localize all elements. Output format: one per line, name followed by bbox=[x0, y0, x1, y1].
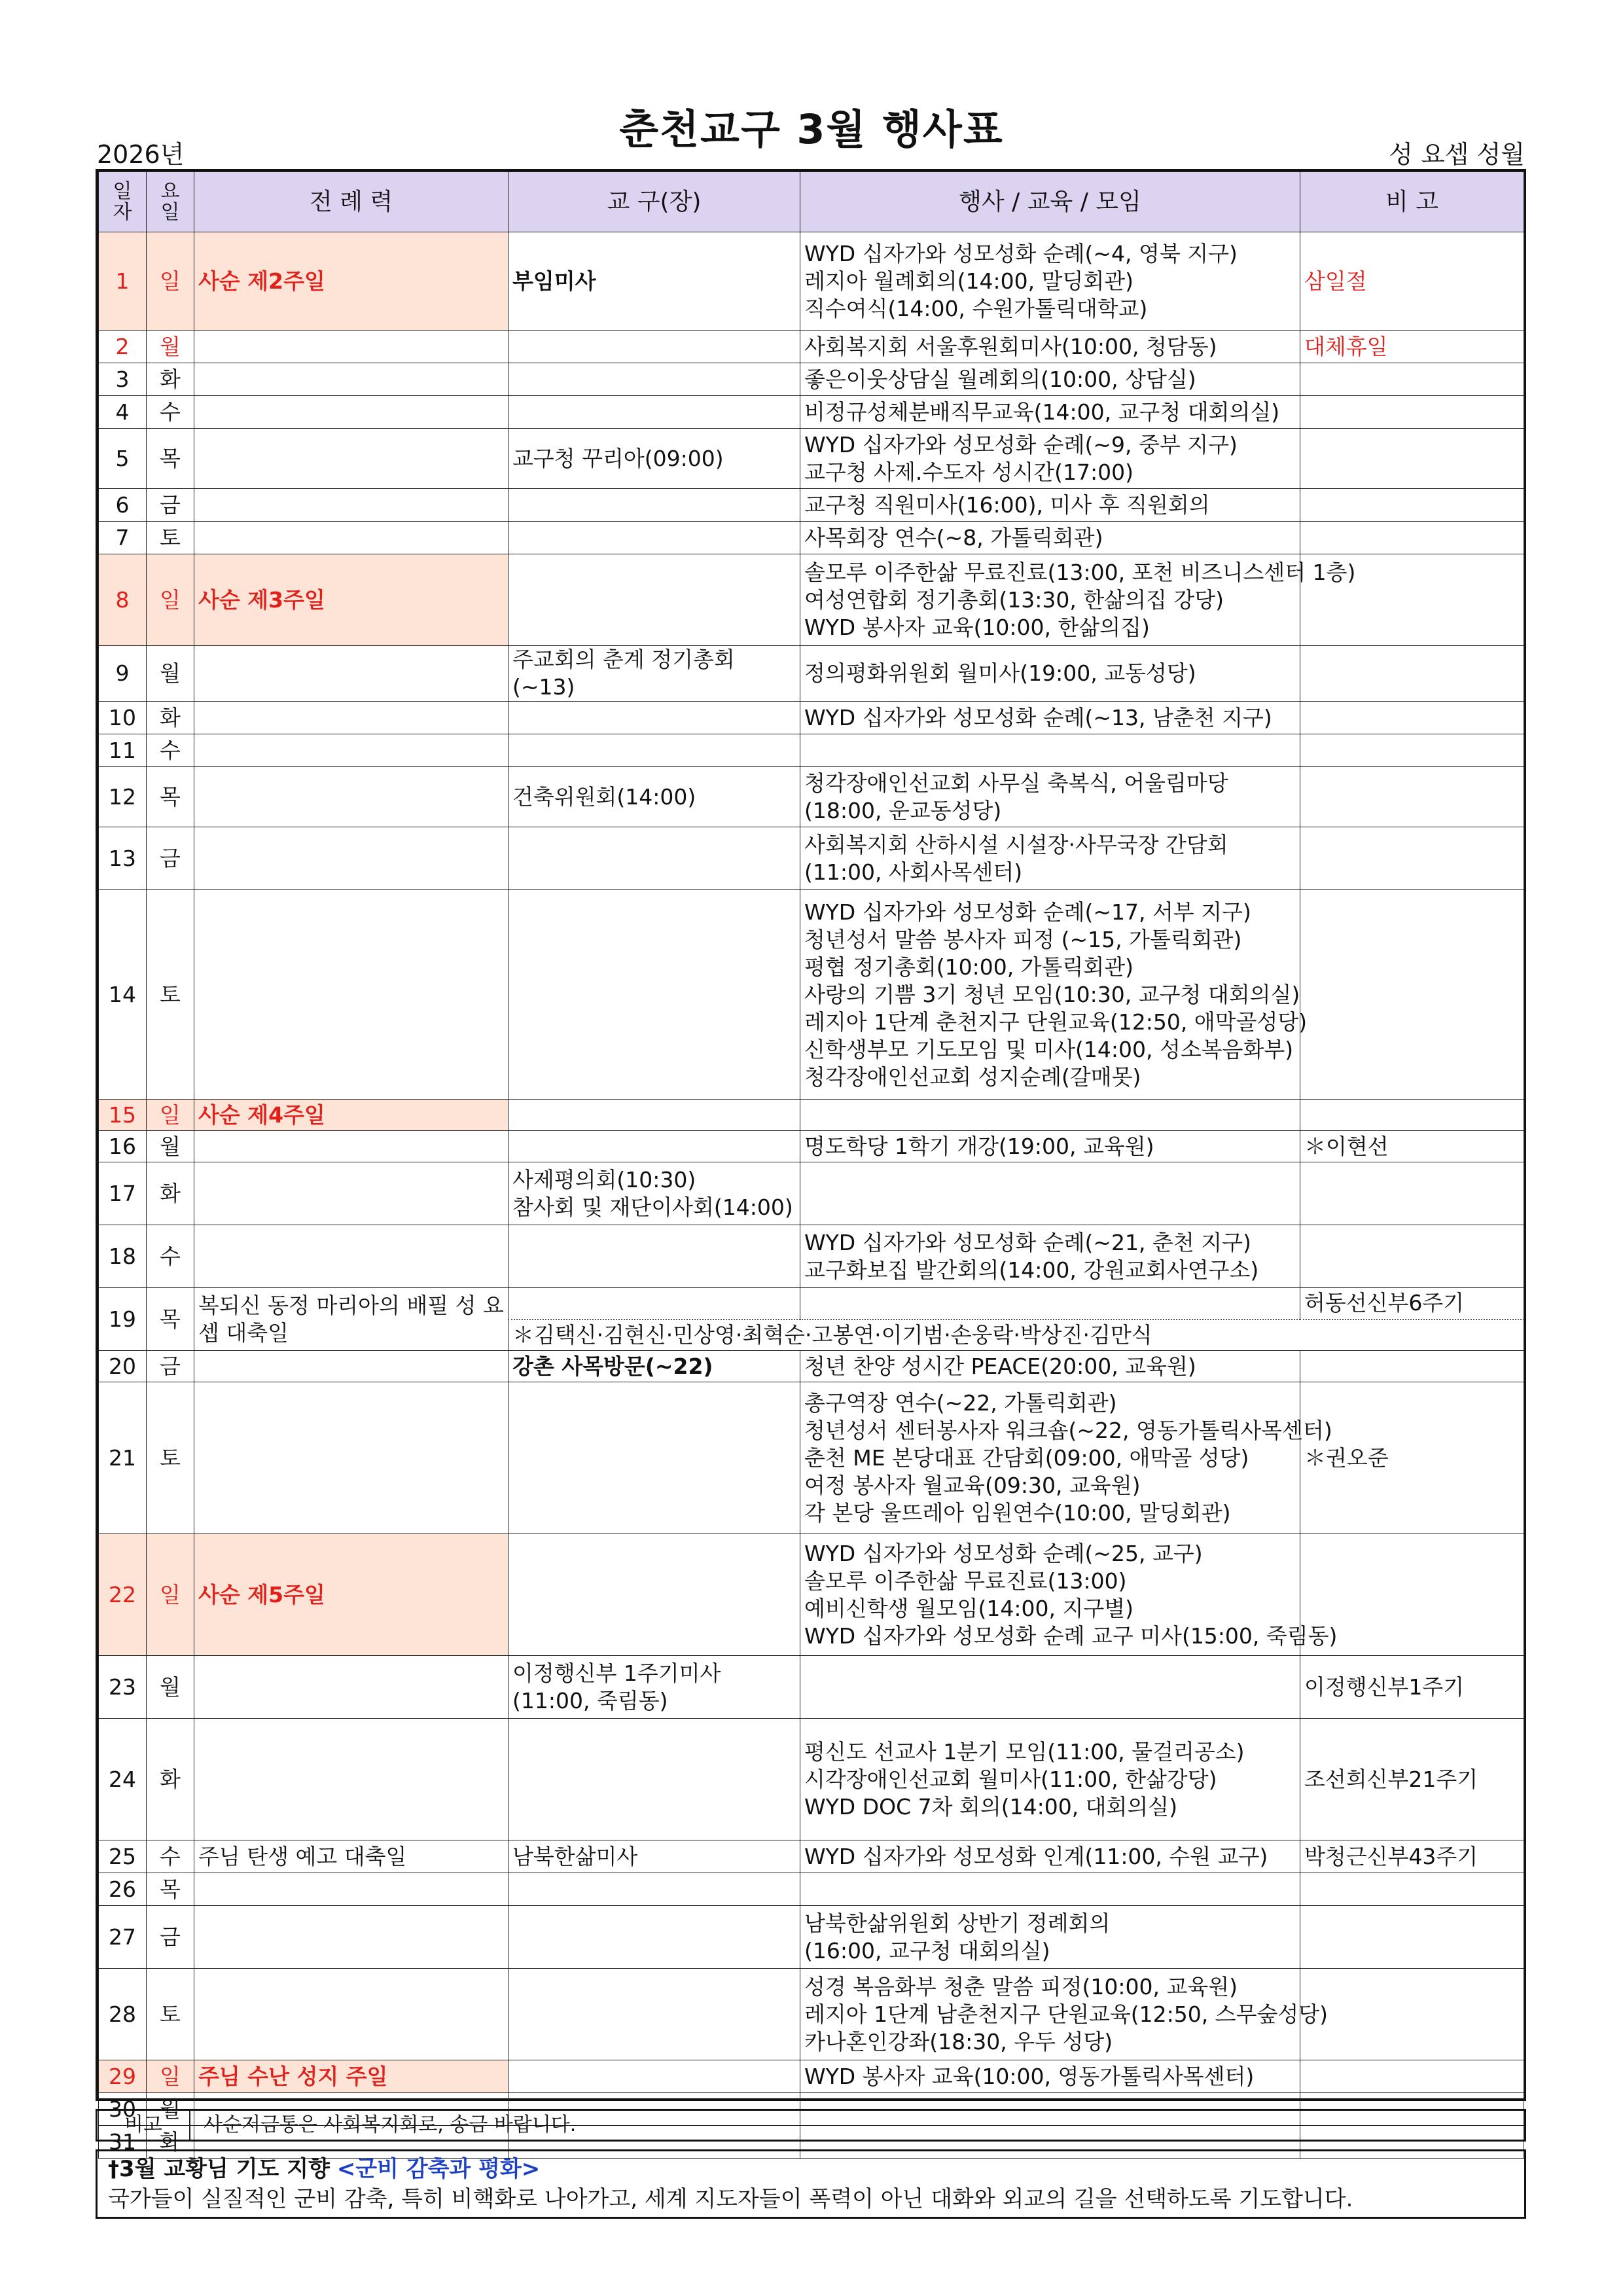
cell-line: WYD 십자가와 성모성화 인계(11:00, 수원 교구) bbox=[804, 1843, 1268, 1869]
diocese-cell bbox=[508, 1719, 800, 1840]
weekday-cell: 일 bbox=[147, 1100, 194, 1131]
notes-cell bbox=[1300, 646, 1524, 702]
col-header-notes: 비 고 bbox=[1300, 172, 1524, 232]
cell-line: 사랑의 기쁨 3기 청년 모임(10:30, 교구청 대회의실) bbox=[804, 981, 1300, 1007]
diocese-cell: 건축위원회(14:00) bbox=[508, 767, 800, 827]
day-cell: 4 bbox=[99, 396, 147, 429]
table-row bbox=[99, 1656, 1524, 1719]
events-cell bbox=[800, 1719, 1300, 1840]
liturgy-cell bbox=[194, 1162, 508, 1225]
day-cell: 19 bbox=[99, 1288, 147, 1351]
day-cell: 12 bbox=[99, 767, 147, 827]
events-cell bbox=[800, 1534, 1338, 1656]
day-cell: 13 bbox=[99, 827, 147, 890]
weekday-cell: 목 bbox=[147, 429, 194, 489]
weekday-cell: 수 bbox=[147, 1225, 194, 1288]
weekday-cell: 월 bbox=[147, 331, 194, 363]
weekday-cell: 토 bbox=[147, 522, 194, 554]
diocese-cell: 남북한삶미사 bbox=[508, 1840, 800, 1873]
year-label: 2026년 bbox=[97, 140, 185, 169]
day-cell: 24 bbox=[99, 1719, 147, 1840]
liturgy-cell bbox=[194, 429, 508, 489]
cell-line: (16:00, 교구청 대회의실) bbox=[804, 1937, 1050, 1964]
events-cell bbox=[800, 1969, 1328, 2060]
weekday-cell: 목 bbox=[147, 1873, 194, 1906]
day-cell: 29 bbox=[99, 2060, 147, 2093]
cell-line: 각 본당 울뜨레아 임원연수(10:00, 말딩회관) bbox=[804, 1499, 1231, 1526]
weekday-cell: 목 bbox=[147, 767, 194, 827]
table-row bbox=[99, 396, 1524, 429]
weekday-cell: 금 bbox=[147, 1351, 194, 1382]
liturgy-cell bbox=[194, 1906, 508, 1969]
diocese-cell bbox=[508, 1288, 800, 1319]
day-cell: 2 bbox=[99, 331, 147, 363]
liturgy-cell bbox=[194, 489, 508, 522]
events-cell bbox=[800, 1840, 1300, 1873]
weekday-cell: 월 bbox=[147, 1656, 194, 1719]
notes-cell bbox=[1300, 522, 1524, 554]
cell-line: WYD DOC 7차 회의(14:00, 대회의실) bbox=[804, 1793, 1178, 1820]
notes-cell: 허동선신부6주기 bbox=[1300, 1288, 1524, 1319]
liturgy-cell bbox=[194, 1225, 508, 1288]
diocese-cell bbox=[508, 554, 800, 646]
notes-cell bbox=[1300, 1351, 1524, 1382]
events-cell bbox=[800, 489, 1300, 522]
cell-line: 레지아 1단계 춘천지구 단원교육(12:50, 애막골성당) bbox=[804, 1009, 1308, 1035]
cell-line: 사제평의회(10:30) bbox=[512, 1166, 696, 1193]
liturgy-cell bbox=[194, 890, 508, 1100]
notes-cell bbox=[1300, 1100, 1524, 1131]
cell-line: WYD 십자가와 성모성화 순례(~21, 춘천 지구) bbox=[804, 1229, 1251, 1255]
events-cell bbox=[800, 232, 1300, 331]
table-row bbox=[99, 1131, 1524, 1162]
liturgy-cell: 사순 제5주일 bbox=[194, 1534, 508, 1656]
table-row bbox=[99, 429, 1524, 489]
liturgy-cell: 사순 제4주일 bbox=[194, 1100, 508, 1131]
day-cell: 18 bbox=[99, 1225, 147, 1288]
cell-line: 명도학당 1학기 개강(19:00, 교육원) bbox=[804, 1133, 1154, 1159]
notes-cell bbox=[1300, 396, 1524, 429]
cell-line: 솔모루 이주한삶 무료진료(13:00) bbox=[804, 1568, 1127, 1594]
table-row bbox=[99, 1719, 1524, 1840]
col-header-events: 행사 / 교육 / 모임 bbox=[800, 172, 1300, 232]
diocese-cell bbox=[508, 1534, 800, 1656]
events-cell bbox=[800, 1225, 1300, 1288]
diocese-cell bbox=[508, 1873, 800, 1906]
liturgy-cell bbox=[194, 734, 508, 767]
day-cell: 26 bbox=[99, 1873, 147, 1906]
prayer-text: 국가들이 실질적인 군비 감축, 특히 비핵화로 나아가고, 세계 지도자들이 폭력이 아닌 대화와 외교의 길을 선택하도록 기도합니다. bbox=[108, 2186, 1353, 2212]
cell-line: 레지아 1단계 남춘천지구 단원교육(12:50, 스무숲성당) bbox=[804, 2001, 1328, 2027]
cell-line: 교구화보집 발간회의(14:00, 강원교회사연구소) bbox=[804, 1257, 1259, 1283]
diocese-cell bbox=[508, 1225, 800, 1288]
footer-note-label: 비고 bbox=[98, 2111, 190, 2140]
day-cell: 17 bbox=[99, 1162, 147, 1225]
col-header-diocese: 교 구(장) bbox=[508, 172, 800, 232]
weekday-cell: 화 bbox=[147, 1162, 194, 1225]
events-cell bbox=[800, 1131, 1300, 1162]
notes-cell: 조선희신부21주기 bbox=[1300, 1719, 1524, 1840]
notes-cell: 이정행신부1주기 bbox=[1300, 1656, 1524, 1719]
events-cell bbox=[800, 1906, 1300, 1969]
day-cell: 23 bbox=[99, 1656, 147, 1719]
cell-line: 정의평화위원회 월미사(19:00, 교동성당) bbox=[804, 660, 1196, 686]
cell-line: 청년성서 센터봉사자 워크숍(~22, 영동가톨릭사목센터) bbox=[804, 1417, 1332, 1443]
events-cell bbox=[800, 554, 1356, 646]
cell-line: 레지아 월례회의(14:00, 말딩회관) bbox=[804, 268, 1133, 294]
notes-cell bbox=[1300, 827, 1524, 890]
weekday-cell: 토 bbox=[147, 1969, 194, 2060]
table-row bbox=[99, 1225, 1524, 1288]
table-row bbox=[99, 232, 1524, 331]
weekday-cell: 목 bbox=[147, 1288, 194, 1351]
diocese-cell bbox=[508, 489, 800, 522]
day-cell: 31 bbox=[99, 2126, 147, 2159]
diocese-cell: 부임미사 bbox=[508, 232, 800, 331]
weekday-cell: 일 bbox=[147, 2060, 194, 2093]
weekday-cell: 토 bbox=[147, 890, 194, 1100]
cell-line: 청각장애인선교회 사무실 축복식, 어울림마당 bbox=[804, 770, 1228, 796]
cell-line: 솔모루 이주한삶 무료진료(13:00, 포천 비즈니스센터 1층) bbox=[804, 559, 1356, 585]
cell-line: 총구역장 연수(~22, 가톨릭회관) bbox=[804, 1390, 1117, 1416]
liturgy-cell: 복되신 동정 마리아의 배필 성 요셉 대축일 bbox=[194, 1288, 508, 1351]
prayer-intention bbox=[96, 2149, 1526, 2219]
day-cell: 9 bbox=[99, 646, 147, 702]
day-cell: 7 bbox=[99, 522, 147, 554]
diocese-cell bbox=[508, 1906, 800, 1969]
notes-cell bbox=[1300, 767, 1524, 827]
events-cell bbox=[800, 890, 1308, 1100]
liturgy-cell: 사순 제2주일 bbox=[194, 232, 508, 331]
day-cell: 10 bbox=[99, 702, 147, 734]
notes-cell bbox=[1300, 1225, 1524, 1288]
table-row bbox=[99, 734, 1524, 767]
diocese-cell bbox=[508, 1969, 800, 2060]
weekday-cell: 수 bbox=[147, 1840, 194, 1873]
notes-cell: 대체휴일 bbox=[1300, 331, 1524, 363]
day-cell: 6 bbox=[99, 489, 147, 522]
day-cell: 25 bbox=[99, 1840, 147, 1873]
schedule-table bbox=[98, 171, 1524, 2159]
day-cell: 20 bbox=[99, 1351, 147, 1382]
col-header-weekday: 요 일 bbox=[147, 172, 194, 232]
cell-line: 카나혼인강좌(18:30, 우두 성당) bbox=[804, 2028, 1113, 2054]
day-cell: 3 bbox=[99, 363, 147, 396]
diocese-cell bbox=[508, 1382, 800, 1534]
table-row bbox=[99, 522, 1524, 554]
weekday-cell: 화 bbox=[147, 1719, 194, 1840]
diocese-cell: 교구청 꾸리아(09:00) bbox=[508, 429, 800, 489]
table-row bbox=[99, 489, 1524, 522]
liturgy-cell bbox=[194, 827, 508, 890]
notes-cell: ＊이현선 bbox=[1300, 1131, 1524, 1162]
notes-cell bbox=[1300, 489, 1524, 522]
cell-line: 여정 봉사자 월교육(09:30, 교육원) bbox=[804, 1472, 1141, 1498]
prayer-theme: <군비 감축과 평화> bbox=[336, 2156, 541, 2182]
liturgy-cell bbox=[194, 1719, 508, 1840]
cell-line: 참사회 및 재단이사회(14:00) bbox=[512, 1194, 793, 1220]
weekday-cell: 수 bbox=[147, 396, 194, 429]
table-row bbox=[99, 363, 1524, 396]
diocese-cell: 강촌 사목방문(~22) bbox=[508, 1351, 800, 1382]
day-cell: 15 bbox=[99, 1100, 147, 1131]
diocese-cell bbox=[508, 1162, 800, 1225]
weekday-cell: 수 bbox=[147, 734, 194, 767]
events-cell bbox=[800, 702, 1300, 734]
cell-line: 비정규성체분배직무교육(14:00, 교구청 대회의실) bbox=[804, 399, 1280, 425]
day-cell: 30 bbox=[99, 2093, 147, 2126]
diocese-cell bbox=[508, 1656, 800, 1719]
day-cell: 21 bbox=[99, 1382, 147, 1534]
notes-cell bbox=[1300, 1873, 1524, 1906]
weekday-cell: 화 bbox=[147, 2126, 194, 2159]
liturgy-cell bbox=[194, 1131, 508, 1162]
table-row bbox=[99, 702, 1524, 734]
diocese-cell bbox=[508, 702, 800, 734]
footer-note-text: 사순저금통은 사회복지회로, 송금 바랍니다. bbox=[204, 2113, 577, 2136]
cell-line: WYD 십자가와 성모성화 순례(~13, 남춘천 지구) bbox=[804, 704, 1272, 730]
weekday-cell: 금 bbox=[147, 827, 194, 890]
cell-line: 평협 정기총회(10:00, 가톨릭회관) bbox=[804, 954, 1133, 980]
day-cell: 28 bbox=[99, 1969, 147, 2060]
cell-line: 사회복지회 산하시설 시설장·사무국장 간담회 bbox=[804, 831, 1228, 857]
col-header-day: 일 자 bbox=[99, 172, 147, 232]
table-row bbox=[99, 646, 1524, 702]
table-row bbox=[99, 767, 1524, 827]
weekday-cell: 화 bbox=[147, 702, 194, 734]
notes-cell bbox=[1300, 890, 1524, 1100]
liturgy-cell bbox=[194, 363, 508, 396]
cell-line: 교구청 직원미사(16:00), 미사 후 직원회의 bbox=[804, 492, 1210, 518]
day-cell: 22 bbox=[99, 1534, 147, 1656]
weekday-cell: 일 bbox=[147, 554, 194, 646]
cell-line: 남북한삶위원회 상반기 정례회의 bbox=[804, 1910, 1111, 1936]
cell-line: 신학생부모 기도모임 및 미사(14:00, 성소복음화부) bbox=[804, 1036, 1294, 1062]
diocese-cell bbox=[508, 396, 800, 429]
events-cell bbox=[800, 331, 1300, 363]
liturgy-cell bbox=[194, 331, 508, 363]
notes-cell: 삼일절 bbox=[1300, 232, 1524, 331]
events-cell bbox=[800, 1100, 1300, 1131]
liturgy-cell bbox=[194, 1873, 508, 1906]
cell-line: 직수여식(14:00, 수원가톨릭대학교) bbox=[804, 295, 1148, 321]
cell-line: 예비신학생 월모임(14:00, 지구별) bbox=[804, 1595, 1133, 1621]
table-row bbox=[99, 1534, 1524, 1656]
cell-line: 사회복지회 서울후원회미사(10:00, 청담동) bbox=[804, 333, 1217, 359]
day-cell: 27 bbox=[99, 1906, 147, 1969]
liturgy-cell bbox=[194, 702, 508, 734]
weekday-cell: 월 bbox=[147, 646, 194, 702]
month-dedication: 성 요셉 성월 bbox=[1389, 140, 1525, 169]
table-row bbox=[99, 827, 1524, 890]
cell-line: WYD 봉사자 교육(10:00, 한삶의집) bbox=[804, 614, 1150, 640]
notes-cell bbox=[1300, 363, 1524, 396]
table-row bbox=[99, 1351, 1524, 1382]
weekday-cell: 토 bbox=[147, 1382, 194, 1534]
cell-line: 청년성서 말씀 봉사자 피정 (~15, 가톨릭회관) bbox=[804, 926, 1242, 952]
col-header-liturgy: 전 례 력 bbox=[194, 172, 508, 232]
diocese-cell: 주교회의 춘계 정기총회(~13) bbox=[508, 646, 800, 702]
cell-line: WYD 십자가와 성모성화 순례(~9, 중부 지구) bbox=[804, 431, 1238, 457]
day-cell: 14 bbox=[99, 890, 147, 1100]
day-cell: 1 bbox=[99, 232, 147, 331]
liturgy-cell bbox=[194, 522, 508, 554]
events-cell bbox=[800, 429, 1300, 489]
liturgy-cell bbox=[194, 1351, 508, 1382]
table-header-row bbox=[99, 172, 1524, 232]
diocese-cell bbox=[508, 2060, 800, 2093]
day-cell: 11 bbox=[99, 734, 147, 767]
table-row bbox=[99, 890, 1524, 1100]
cell-line: (11:00, 사회사목센터) bbox=[804, 859, 1023, 885]
weekday-cell: 금 bbox=[147, 1906, 194, 1969]
day-cell: 16 bbox=[99, 1131, 147, 1162]
cell-line: 시각장애인선교회 월미사(11:00, 한삶강당) bbox=[804, 1766, 1217, 1792]
events-cell bbox=[800, 363, 1300, 396]
cell-line: 청년 찬양 성시간 PEACE(20:00, 교육원) bbox=[804, 1353, 1196, 1379]
events-cell bbox=[800, 2060, 1300, 2093]
weekday-cell: 금 bbox=[147, 489, 194, 522]
cell-line: WYD 십자가와 성모성화 순례 교구 미사(15:00, 죽림동) bbox=[804, 1623, 1338, 1649]
cell-line: 이정행신부 1주기미사 bbox=[512, 1660, 721, 1686]
events-cell bbox=[800, 1382, 1332, 1534]
notes-cell: 박청근신부43주기 bbox=[1300, 1840, 1524, 1873]
notes-cell bbox=[1300, 429, 1524, 489]
liturgy-cell bbox=[194, 646, 508, 702]
cell-line: 좋은이웃상담실 월례회의(10:00, 상담실) bbox=[804, 366, 1196, 392]
diocese-cell bbox=[508, 734, 800, 767]
notes-cell bbox=[1300, 1969, 1524, 2060]
events-cell bbox=[800, 734, 1300, 767]
weekday-cell: 월 bbox=[147, 1131, 194, 1162]
cell-line: (18:00, 운교동성당) bbox=[804, 797, 1002, 823]
table-row bbox=[99, 1288, 1524, 1319]
events-cell bbox=[800, 827, 1300, 890]
table-row bbox=[99, 1969, 1524, 2060]
cell-line: WYD 봉사자 교육(10:00, 영동가톨릭사목센터) bbox=[804, 2063, 1255, 2089]
table-row bbox=[99, 1906, 1524, 1969]
cell-line: (11:00, 죽림동) bbox=[512, 1687, 668, 1713]
day-cell: 8 bbox=[99, 554, 147, 646]
notes-cell: ＊권오준 bbox=[1300, 1382, 1524, 1534]
events-cell bbox=[800, 1656, 1300, 1719]
events-cell bbox=[800, 767, 1300, 827]
liturgy-cell bbox=[194, 767, 508, 827]
diocese-cell bbox=[508, 331, 800, 363]
weekday-cell: 일 bbox=[147, 1534, 194, 1656]
table-row bbox=[99, 1873, 1524, 1906]
cell-line: WYD 십자가와 성모성화 순례(~4, 영북 지구) bbox=[804, 240, 1238, 266]
liturgy-cell: 주님 탄생 예고 대축일 bbox=[194, 1840, 508, 1873]
weekday-cell: 월 bbox=[147, 2093, 194, 2126]
liturgy-cell bbox=[194, 396, 508, 429]
notes-cell bbox=[1300, 1906, 1524, 1969]
liturgy-cell: 사순 제3주일 bbox=[194, 554, 508, 646]
liturgy-cell bbox=[194, 1656, 508, 1719]
page-title: 춘천교구 3월 행사표 bbox=[619, 105, 1004, 153]
table-row bbox=[99, 554, 1524, 646]
notes-cell bbox=[1300, 702, 1524, 734]
day-cell: 5 bbox=[99, 429, 147, 489]
liturgy-cell bbox=[194, 1382, 508, 1534]
weekday-cell: 일 bbox=[147, 232, 194, 331]
diocese-cell bbox=[508, 1100, 800, 1131]
diocese-cell bbox=[508, 363, 800, 396]
cell-line: WYD 십자가와 성모성화 순례(~25, 교구) bbox=[804, 1540, 1203, 1566]
cell-line: 사목회장 연수(~8, 가톨릭회관) bbox=[804, 524, 1103, 550]
cell-line: WYD 십자가와 성모성화 순례(~17, 서부 지구) bbox=[804, 899, 1251, 925]
diocese-cell bbox=[508, 1131, 800, 1162]
prayer-heading: †3월 교황님 기도 지향 bbox=[108, 2156, 330, 2182]
cell-line: 교구청 사제.수도자 성시간(17:00) bbox=[804, 459, 1133, 485]
diocese-cell bbox=[508, 827, 800, 890]
events-cell bbox=[800, 1162, 1300, 1225]
cell-line: 청각장애인선교회 성지순례(갈매못) bbox=[804, 1064, 1141, 1090]
events-cell bbox=[800, 646, 1300, 702]
table-row bbox=[99, 2060, 1524, 2093]
events-cell bbox=[800, 522, 1300, 554]
events-cell bbox=[800, 1873, 1300, 1906]
table-row bbox=[99, 1100, 1524, 1131]
cell-line: 성경 복음화부 청춘 말씀 피정(10:00, 교육원) bbox=[804, 1973, 1238, 2000]
cell-line: 평신도 선교사 1분기 모임(11:00, 물걸리공소) bbox=[804, 1738, 1245, 1765]
weekday-cell: 화 bbox=[147, 363, 194, 396]
events-cell bbox=[800, 1351, 1300, 1382]
commemoration-names: ＊김택신·김현신·민상영·최혁순·고봉연·이기범·손웅락·박상진·김만식 bbox=[508, 1319, 1524, 1351]
cell-line: 춘천 ME 본당대표 간담회(09:00, 애막골 성당) bbox=[804, 1444, 1249, 1471]
table-row bbox=[99, 1382, 1524, 1534]
diocese-cell bbox=[508, 522, 800, 554]
notes-cell bbox=[1300, 1162, 1524, 1225]
events-cell bbox=[800, 396, 1300, 429]
notes-cell bbox=[1300, 734, 1524, 767]
table-row bbox=[99, 1840, 1524, 1873]
liturgy-cell bbox=[194, 1969, 508, 2060]
liturgy-cell: 주님 수난 성지 주일 bbox=[194, 2060, 508, 2093]
table-row bbox=[99, 331, 1524, 363]
table-row bbox=[99, 1162, 1524, 1225]
notes-cell bbox=[1300, 2060, 1524, 2093]
footer-note bbox=[96, 2109, 1526, 2142]
events-cell bbox=[800, 1288, 1300, 1319]
diocese-cell bbox=[508, 890, 800, 1100]
cell-line: 여성연합회 정기총회(13:30, 한삶의집 강당) bbox=[804, 586, 1224, 613]
